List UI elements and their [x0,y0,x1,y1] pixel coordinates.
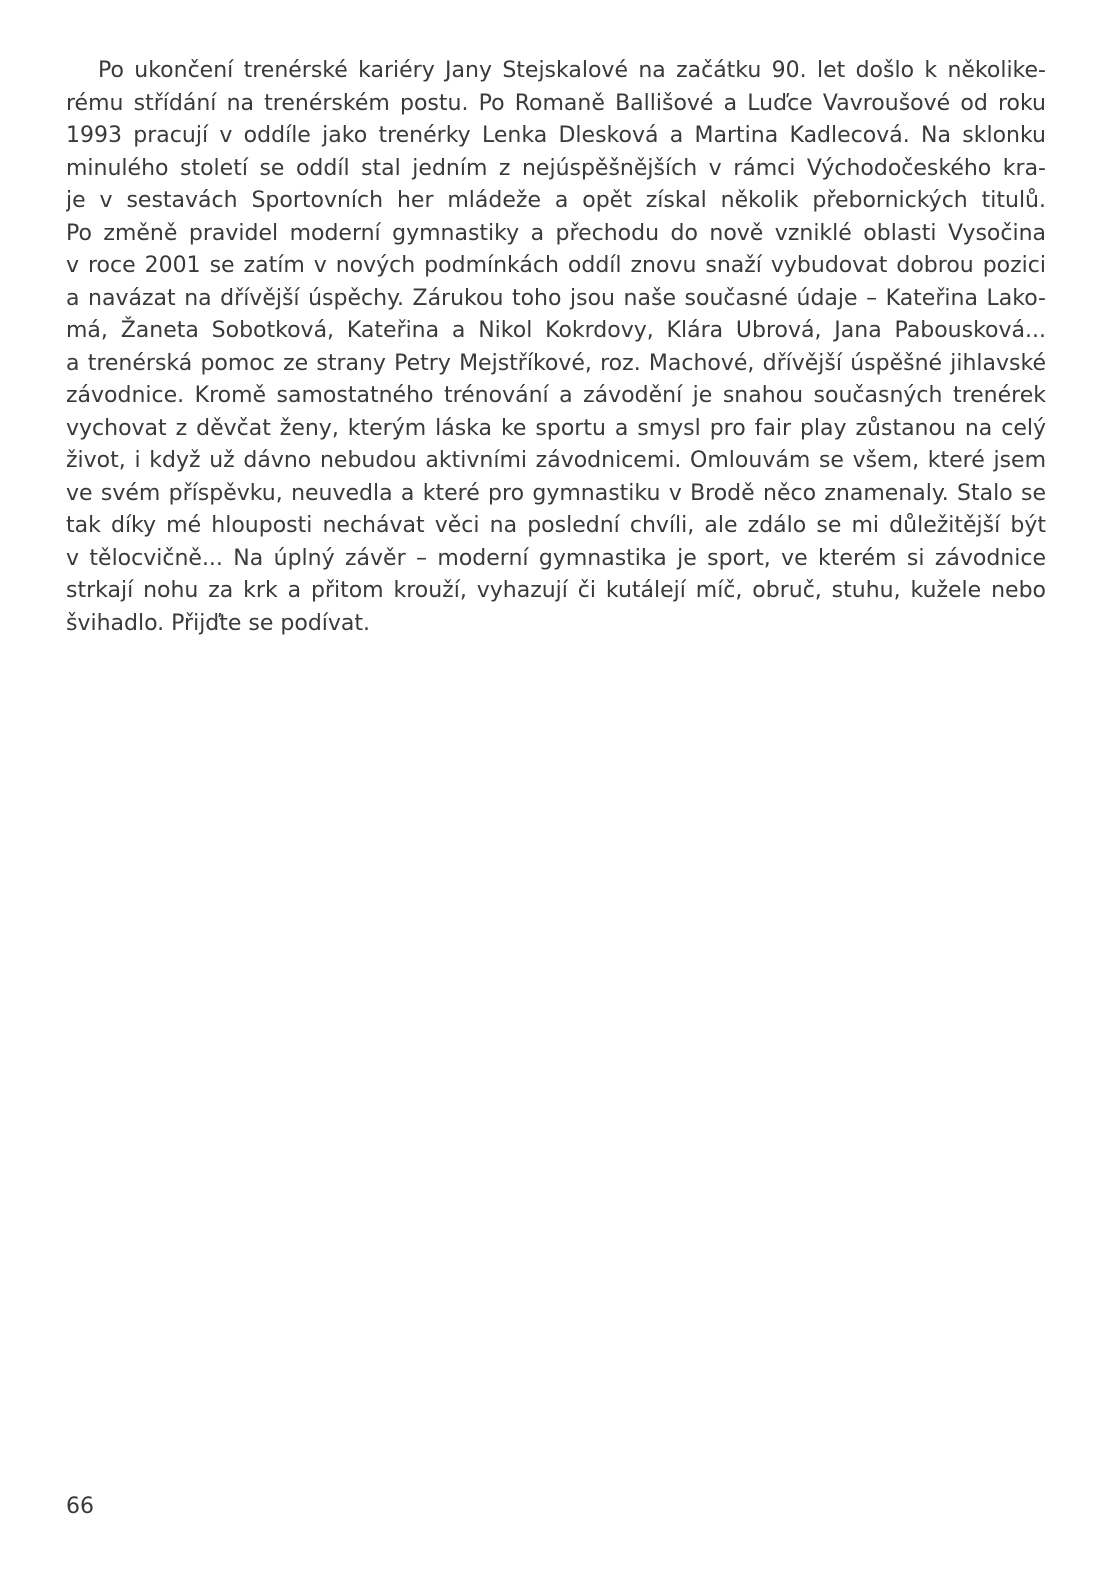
paragraph-line: je v sestavách Sportovních her mládeže a opět získal několik přebornických titulů. [66,188,1046,213]
paragraph-line: v tělocvičně... Na úplný závěr – moderní gymnastika je sport, ve kterém si závodnice [66,545,1046,571]
paragraph-line: rému střídání na trenérském postu. Po Romaně Ballišové a Luďce Vavroušové od roku [66,90,1046,116]
paragraph-line: život, i když už dávno nebudou aktivními závodnicemi. Omlouvám se všem, které jsem [66,448,1046,473]
paragraph-line: tak díky mé hlouposti nechávat věci na poslední chvíli, ale zdálo se mi důležitější být [66,513,1046,538]
paragraph-line: strkají nohu za krk a přitom krouží, vyhazují či kutálejí míč, obruč, stuhu, kužele nebo [66,578,1046,603]
paragraph-line: ve svém příspěvku, neuvedla a které pro gymnastiku v Brodě něco znamenaly. Stalo se [66,480,1046,506]
paragraph-line: a trenérská pomoc ze strany Petry Mejstříkové, roz. Machové, dřívější úspěšné jihlavské [66,350,1046,376]
page-number: 66 [66,1494,94,1519]
paragraph-line: závodnice. Kromě samostatného trénování a závodění je snahou současných trenérek [66,383,1046,408]
paragraph-line: v roce 2001 se zatím v nových podmínkách oddíl znovu snaží vybudovat dobrou pozici [66,253,1046,278]
paragraph-line: minulého století se oddíl stal jedním z nejúspěšnějších v rámci Východočeského kra- [66,155,1046,181]
paragraph-line: Po ukončení trenérské kariéry Jany Stejskalové na začátku 90. let došlo k několike- [98,58,1046,83]
paragraph-line: a navázat na dřívější úspěchy. Zárukou toho jsou naše současné údaje – Kateřina Lako- [66,285,1046,311]
paragraph-line: Po změně pravidel moderní gymnastiky a přechodu do nově vzniklé oblasti Vysočina [66,220,1046,246]
article-paragraph [66,55,1046,640]
paragraph-line: má, Žaneta Sobotková, Kateřina a Nikol Kokrdovy, Klára Ubrová, Jana Pabousková... [66,318,1046,343]
paragraph-line: vychovat z děvčat ženy, kterým láska ke sportu a smysl pro fair play zůstanou na celý [66,415,1046,441]
paragraph-line: švihadlo. Přijďte se podívat. [66,610,371,636]
paragraph-line: 1993 pracují v oddíle jako trenérky Lenka Dlesková a Martina Kadlecová. Na sklonku [66,123,1046,148]
